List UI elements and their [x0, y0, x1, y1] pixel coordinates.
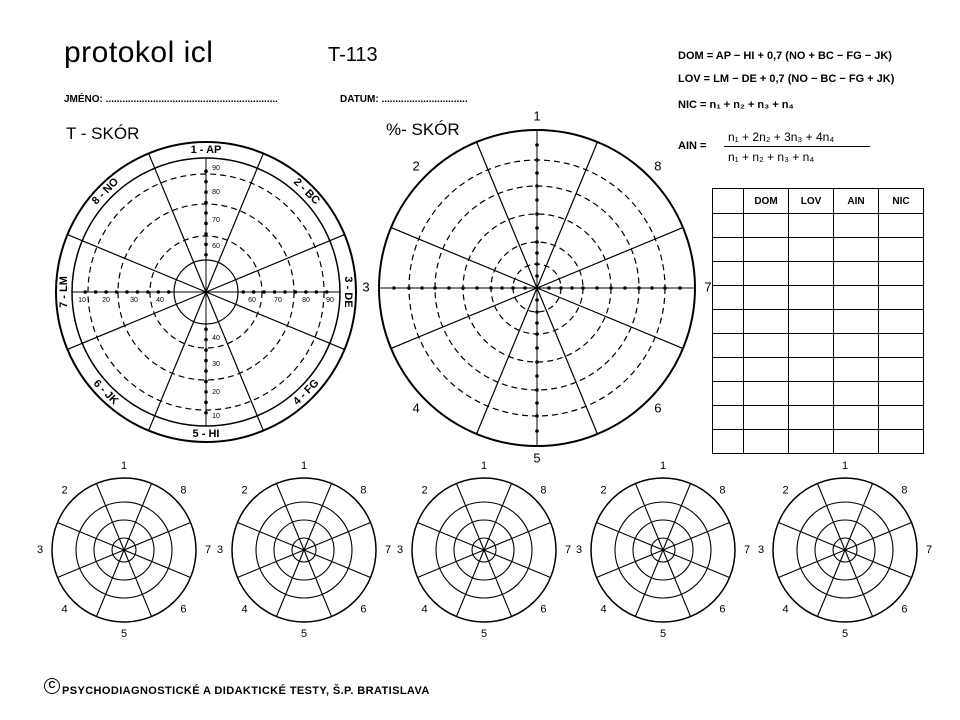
mini-chart-octant-number: 6	[540, 603, 547, 616]
p-chart-octant-number: 6	[654, 400, 662, 416]
page-title: protokol icl	[64, 36, 214, 69]
name-field-label: JMÉNO: ..............................................................	[64, 94, 278, 105]
mini-chart-octant-number: 3	[36, 543, 44, 556]
mini-chart-octant-number: 5	[659, 627, 667, 640]
t-chart-tick-dot	[262, 290, 266, 294]
t-chart-horizontal-tick-label: 30	[130, 296, 138, 304]
t-chart-horizontal-tick-label: 40	[156, 296, 164, 304]
p-chart-tick-dot	[535, 158, 539, 162]
t-chart-tick-dot	[83, 290, 87, 294]
mini-chart-octant-number: 1	[300, 459, 308, 472]
p-chart-tick-dot	[535, 274, 539, 278]
t-chart-tick-dot	[204, 359, 208, 363]
mini-chart-octant-number: 1	[480, 459, 488, 472]
mini-chart-octant-number: 1	[659, 459, 667, 472]
mini-chart-octant-number: 4	[782, 603, 789, 616]
table-header-nic: NIC	[879, 189, 924, 214]
p-chart-tick-dot	[535, 360, 539, 364]
p-chart-tick-dot	[535, 198, 539, 202]
t-chart-octant-label: 7 - LM	[57, 276, 70, 308]
t-chart-vertical-tick-label: 60	[212, 242, 220, 250]
p-chart-tick-dot	[535, 171, 539, 175]
p-chart-tick-dot	[535, 226, 539, 230]
mini-chart-octant-number: 5	[300, 627, 308, 640]
p-chart-octant-number: 1	[533, 108, 541, 124]
mini-chart-octant-number: 5	[480, 627, 488, 640]
formula-ain-denominator: n₁ + n₂ + n₃ + n₄	[728, 150, 815, 164]
t-chart-horizontal-tick-label: 90	[326, 296, 334, 304]
t-chart-tick-dot	[204, 338, 208, 342]
form-code: T-113	[328, 44, 378, 66]
formula-dom: DOM = AP − HI + 0,7 (NO + BC − FG − JK)	[678, 50, 892, 62]
p-chart-tick-dot	[489, 286, 493, 290]
p-chart-tick-dot	[535, 374, 539, 378]
mini-chart	[412, 478, 556, 622]
t-chart-octant-label: 3 - DE	[342, 276, 355, 308]
mini-chart-octant-number: 2	[61, 484, 68, 497]
p-chart-octant-number: 2	[412, 158, 420, 174]
t-chart-octant-label: 1 - AP	[190, 143, 222, 156]
p-chart-tick-dot	[535, 310, 539, 314]
p-chart-tick-dot	[678, 286, 682, 290]
p-chart-octant-number: 7	[704, 279, 712, 295]
t-chart-tick-dot	[204, 201, 208, 205]
mini-chart-octant-number: 1	[841, 459, 849, 472]
t-chart-tick-dot	[204, 411, 208, 415]
p-chart-tick-dot	[523, 286, 527, 290]
t-chart-tick-dot	[273, 290, 277, 294]
t-chart-tick-dot	[325, 290, 329, 294]
p-chart-tick-dot	[609, 286, 613, 290]
p-chart-tick-dot	[535, 184, 539, 188]
mini-chart-octant-number: 3	[757, 543, 765, 556]
mini-chart-octant-number: 8	[719, 484, 726, 497]
t-chart-tick-dot	[204, 253, 208, 257]
p-chart-octant-number: 5	[533, 450, 541, 466]
mini-chart-octant-number: 6	[901, 603, 908, 616]
mini-chart-octant-number: 4	[241, 603, 248, 616]
mini-chart-octant-number: 2	[782, 484, 789, 497]
mini-chart-octant-number: 5	[120, 627, 128, 640]
p-chart-tick-dot	[535, 143, 539, 147]
t-chart-horizontal-tick-label: 60	[248, 296, 256, 304]
p-chart-tick-dot	[637, 286, 641, 290]
t-chart-octant-label: 4 - FG	[291, 377, 322, 408]
p-chart-tick-dot	[447, 286, 451, 290]
formula-lov: LOV = LM − DE + 0,7 (NO − BC − FG + JK)	[678, 73, 895, 85]
mini-chart-octant-number: 1	[120, 459, 128, 472]
p-chart-tick-dot	[663, 286, 667, 290]
mini-chart-octant-number: 2	[600, 484, 607, 497]
p-chart-tick-dot	[535, 262, 539, 266]
p-chart-tick-dot	[535, 429, 539, 433]
t-chart-tick-dot	[294, 290, 298, 294]
p-chart-tick-dot	[559, 286, 563, 290]
t-chart-tick-dot	[167, 290, 171, 294]
t-chart-vertical-tick-label: 70	[212, 216, 220, 224]
t-chart-vertical-tick-label: 10	[212, 412, 220, 420]
mini-chart-octant-number: 3	[396, 543, 404, 556]
mini-chart-octant-number: 2	[421, 484, 428, 497]
t-chart-tick-dot	[204, 401, 208, 405]
mini-chart-octant-number: 7	[564, 543, 572, 556]
p-chart-tick-dot	[420, 286, 424, 290]
mini-chart-octant-number: 8	[360, 484, 367, 497]
mini-chart	[232, 478, 376, 622]
p-chart-tick-dot	[570, 286, 574, 290]
p-chart-tick-dot	[623, 286, 627, 290]
t-chart-tick-dot	[204, 369, 208, 373]
mini-chart	[773, 478, 917, 622]
table-header-dom: DOM	[744, 189, 789, 214]
t-chart-tick-dot	[115, 290, 119, 294]
mini-chart-octant-number: 7	[204, 543, 212, 556]
t-chart-octant-label: 2 - BC	[290, 176, 322, 208]
mini-chart-octant-number: 7	[743, 543, 751, 556]
mini-chart	[591, 478, 735, 622]
t-chart-tick-dot	[241, 290, 245, 294]
p-chart-octant-number: 8	[654, 158, 662, 174]
mini-chart-octant-number: 8	[540, 484, 547, 497]
t-chart-horizontal-tick-label: 20	[102, 296, 110, 304]
t-chart-vertical-tick-label: 40	[212, 334, 220, 342]
t-chart-horizontal-tick-label: 70	[274, 296, 282, 304]
date-field-label: DATUM: ...............................	[340, 94, 468, 105]
t-chart-tick-dot	[204, 180, 208, 184]
mini-chart-octant-number: 6	[719, 603, 726, 616]
t-chart-octant-label: 5 - HI	[192, 427, 220, 440]
t-chart-tick-dot	[252, 290, 256, 294]
t-chart-tick-dot	[304, 290, 308, 294]
t-chart-tick-dot	[204, 243, 208, 247]
p-chart-tick-dot	[461, 286, 465, 290]
p-chart-tick-dot	[535, 240, 539, 244]
mini-chart-octant-number: 2	[241, 484, 248, 497]
t-chart-tick-dot	[136, 290, 140, 294]
t-chart-vertical-tick-label: 30	[212, 360, 220, 368]
p-chart-tick-dot	[511, 286, 515, 290]
formula-ain-numerator: n₁ + 2n₂ + 3n₃ + 4n₄	[728, 130, 835, 144]
formula-ain-label: AIN =	[678, 140, 707, 152]
t-score-heading: T - SKÓR	[66, 124, 140, 143]
t-chart-tick-dot	[125, 290, 129, 294]
t-chart-tick-dot	[204, 327, 208, 331]
p-chart-tick-dot	[475, 286, 479, 290]
p-chart-tick-dot	[595, 286, 599, 290]
p-chart-tick-dot	[392, 286, 396, 290]
p-chart-tick-dot	[407, 286, 411, 290]
percent-score-heading: %- SKÓR	[386, 120, 460, 139]
t-chart-tick-dot	[283, 290, 287, 294]
t-chart-tick-dot	[204, 169, 208, 173]
t-chart-tick-dot	[94, 290, 98, 294]
t-chart-octant-label: 8 - NO	[89, 175, 122, 208]
p-chart-tick-dot	[535, 401, 539, 405]
publisher-footer: PSYCHODIAGNOSTICKÉ A DIDAKTICKÉ TESTY, Š.P. BRATISLAVA	[62, 685, 430, 697]
p-chart-tick-dot	[650, 286, 654, 290]
t-chart-tick-dot	[146, 290, 150, 294]
t-chart-tick-dot	[204, 390, 208, 394]
p-chart-tick-dot	[547, 286, 551, 290]
t-chart-tick-dot	[204, 232, 208, 236]
mini-chart-octant-number: 4	[421, 603, 428, 616]
t-chart-horizontal-tick-label: 80	[302, 296, 310, 304]
p-chart-tick-dot	[535, 251, 539, 255]
p-chart-tick-dot	[535, 212, 539, 216]
t-chart-tick-dot	[204, 190, 208, 194]
p-chart-tick-dot	[500, 286, 504, 290]
t-chart-tick-dot	[204, 211, 208, 215]
mini-chart-octant-number: 6	[360, 603, 367, 616]
mini-chart-octant-number: 8	[901, 484, 908, 497]
p-chart-tick-dot	[535, 414, 539, 418]
p-chart-octant-number: 4	[412, 400, 420, 416]
mini-chart-octant-number: 3	[575, 543, 583, 556]
mini-chart-octant-number: 7	[384, 543, 392, 556]
table-header-ain: AIN	[834, 189, 879, 214]
mini-chart-octant-number: 8	[180, 484, 187, 497]
mini-chart-octant-number: 4	[600, 603, 607, 616]
p-chart-tick-dot	[535, 388, 539, 392]
t-chart-tick-dot	[104, 290, 108, 294]
t-chart-vertical-tick-label: 20	[212, 388, 220, 396]
t-chart-vertical-tick-label: 90	[212, 164, 220, 172]
t-chart-tick-dot	[204, 222, 208, 226]
mini-chart	[52, 478, 196, 622]
t-chart-tick-dot	[204, 348, 208, 352]
t-chart-tick-dot	[315, 290, 319, 294]
t-chart-octant-label: 6 - JK	[90, 377, 121, 408]
p-chart-tick-dot	[535, 332, 539, 336]
mini-chart-octant-number: 5	[841, 627, 849, 640]
t-chart-tick-dot	[204, 380, 208, 384]
table-header-lov: LOV	[789, 189, 834, 214]
mini-chart-octant-number: 7	[925, 543, 933, 556]
copyright-icon: C	[44, 678, 60, 694]
t-chart-vertical-tick-label: 80	[212, 188, 220, 196]
p-chart-tick-dot	[535, 346, 539, 350]
mini-chart-octant-number: 3	[216, 543, 224, 556]
formula-nic: NIC = n₁ + n₂ + n₃ + n₄	[678, 99, 794, 111]
p-chart-octant-number: 3	[362, 279, 370, 295]
mini-chart-octant-number: 6	[180, 603, 187, 616]
p-chart-tick-dot	[433, 286, 437, 290]
p-chart-tick-dot	[581, 286, 585, 290]
t-chart-horizontal-tick-label: 10	[78, 296, 86, 304]
p-chart-tick-dot	[535, 298, 539, 302]
p-chart-tick-dot	[535, 321, 539, 325]
t-chart-tick-dot	[157, 290, 161, 294]
mini-chart-octant-number: 4	[61, 603, 68, 616]
